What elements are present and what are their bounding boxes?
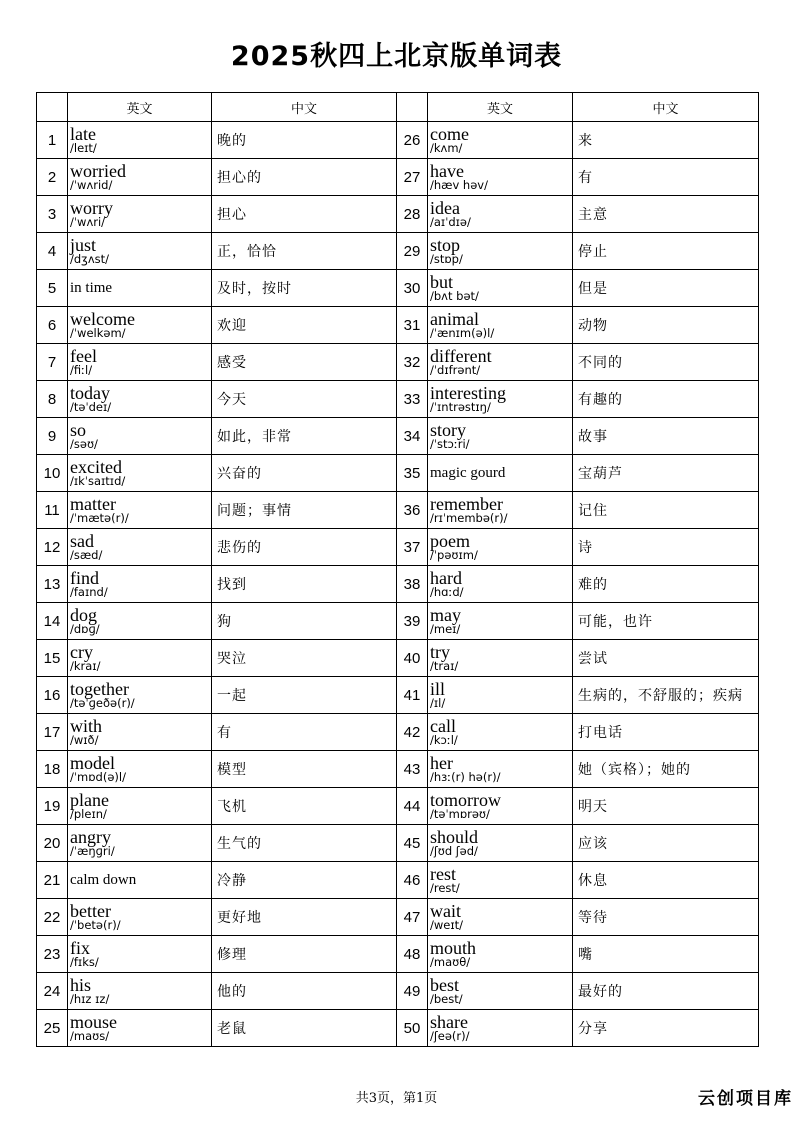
entry-number: 27 [397, 159, 428, 196]
chinese-meaning: 难的 [573, 566, 759, 603]
table-row [37, 344, 759, 381]
table-row [37, 159, 759, 196]
english-cell [428, 788, 573, 825]
english-word: different [430, 346, 492, 367]
entry-number: 31 [397, 307, 428, 344]
phonetic-transcription: /hɑːd/ [430, 585, 464, 600]
english-cell [428, 233, 573, 270]
chinese-meaning: 打电话 [573, 714, 759, 751]
english-word: should [430, 827, 479, 848]
english-word: just [70, 235, 97, 256]
chinese-meaning: 但是 [573, 270, 759, 307]
entry-number: 6 [37, 307, 68, 344]
english-cell [428, 936, 573, 973]
chinese-meaning: 有 [212, 714, 397, 751]
entry-number: 4 [37, 233, 68, 270]
chinese-meaning: 一起 [212, 677, 397, 714]
english-word: so [70, 420, 87, 441]
entry-number: 35 [397, 455, 428, 492]
phonetic-transcription: /ˈwʌrid/ [70, 178, 113, 193]
phonetic-transcription: /təˈmɒrəʊ/ [430, 807, 490, 822]
table-row [37, 196, 759, 233]
chinese-meaning: 更好地 [212, 899, 397, 936]
chinese-meaning: 他的 [212, 973, 397, 1010]
english-cell [68, 825, 212, 862]
entry-number: 9 [37, 418, 68, 455]
table-row [37, 825, 759, 862]
english-word: her [430, 753, 453, 774]
english-cell [68, 159, 212, 196]
chinese-meaning: 哭泣 [212, 640, 397, 677]
phonetic-transcription: /rɪˈmembə(r)/ [430, 511, 508, 526]
chinese-meaning: 有 [573, 159, 759, 196]
english-cell [68, 307, 212, 344]
phonetic-transcription: /fiːl/ [70, 363, 93, 378]
table-row [37, 751, 759, 788]
phonetic-transcription: /ˈstɔːri/ [430, 437, 470, 452]
english-cell [428, 344, 573, 381]
chinese-meaning: 悲伤的 [212, 529, 397, 566]
english-cell [68, 751, 212, 788]
english-cell [428, 751, 573, 788]
chinese-meaning: 有趣的 [573, 381, 759, 418]
english-cell [428, 566, 573, 603]
english-word: stop [430, 235, 461, 256]
english-cell [428, 1010, 573, 1047]
table-header-row [37, 93, 759, 122]
english-word: late [70, 124, 96, 145]
english-cell [68, 492, 212, 529]
table-row [37, 899, 759, 936]
entry-number: 32 [397, 344, 428, 381]
chinese-meaning: 可能，也许 [573, 603, 759, 640]
phonetic-transcription: /kɔːl/ [430, 733, 458, 748]
english-word: interesting [430, 383, 506, 404]
entry-number: 26 [397, 122, 428, 159]
entry-number: 24 [37, 973, 68, 1010]
entry-number: 46 [397, 862, 428, 899]
english-cell [428, 529, 573, 566]
entry-number: 10 [37, 455, 68, 492]
english-word: may [430, 605, 461, 626]
phonetic-transcription: /best/ [430, 992, 463, 1007]
english-cell [68, 899, 212, 936]
phonetic-transcription: /maʊθ/ [430, 955, 471, 970]
english-word: ill [430, 679, 446, 700]
header-english-left: 英文 [68, 93, 212, 122]
english-cell [428, 492, 573, 529]
entry-number: 15 [37, 640, 68, 677]
phonetic-transcription: /ˈpəʊɪm/ [430, 548, 478, 563]
phonetic-transcription: /ʃʊd ʃəd/ [430, 844, 478, 859]
english-word: today [70, 383, 110, 404]
chinese-meaning: 感受 [212, 344, 397, 381]
chinese-meaning: 狗 [212, 603, 397, 640]
english-cell [428, 455, 573, 492]
chinese-meaning: 及时，按时 [212, 270, 397, 307]
english-word: feel [70, 346, 97, 367]
vocabulary-table [36, 92, 759, 1047]
english-cell [68, 603, 212, 640]
chinese-meaning: 宝葫芦 [573, 455, 759, 492]
entry-number: 13 [37, 566, 68, 603]
table-row [37, 714, 759, 751]
english-word: tomorrow [430, 790, 501, 811]
header-chinese-left: 中文 [212, 93, 397, 122]
english-word: model [70, 753, 115, 774]
phonetic-transcription: /weɪt/ [430, 918, 464, 933]
chinese-meaning: 生气的 [212, 825, 397, 862]
chinese-meaning: 来 [573, 122, 759, 159]
english-cell [428, 714, 573, 751]
header-chinese-right: 中文 [573, 93, 759, 122]
page-footer: 共3页，第1页 [355, 1091, 438, 1106]
entry-number: 2 [37, 159, 68, 196]
entry-number: 44 [397, 788, 428, 825]
phonetic-transcription: /hæv həv/ [430, 178, 488, 193]
entry-number: 16 [37, 677, 68, 714]
english-word: but [430, 272, 454, 293]
chinese-meaning: 今天 [212, 381, 397, 418]
chinese-meaning: 诗 [573, 529, 759, 566]
table-row [37, 492, 759, 529]
table-row [37, 418, 759, 455]
english-cell [428, 159, 573, 196]
english-cell [428, 825, 573, 862]
entry-number: 11 [37, 492, 68, 529]
table-row [37, 1010, 759, 1047]
english-cell [68, 566, 212, 603]
table-row [37, 973, 759, 1010]
english-cell [428, 862, 573, 899]
english-word: calm down [70, 871, 137, 888]
english-cell [428, 307, 573, 344]
english-word: poem [430, 531, 470, 552]
phonetic-transcription: /dɒɡ/ [70, 622, 100, 637]
english-word: worried [70, 161, 126, 182]
entry-number: 34 [397, 418, 428, 455]
entry-number: 29 [397, 233, 428, 270]
chinese-meaning: 生病的，不舒服的；疾病 [573, 677, 759, 714]
english-cell [68, 677, 212, 714]
entry-number: 49 [397, 973, 428, 1010]
phonetic-transcription: /ˈmætə(r)/ [70, 511, 129, 526]
english-cell [68, 196, 212, 233]
entry-number: 33 [397, 381, 428, 418]
english-cell [68, 529, 212, 566]
table-row [37, 529, 759, 566]
english-word: excited [70, 457, 122, 478]
entry-number: 50 [397, 1010, 428, 1047]
brand-watermark: 云创项目库 [698, 1089, 793, 1109]
chinese-meaning: 主意 [573, 196, 759, 233]
table-row [37, 603, 759, 640]
english-cell [68, 122, 212, 159]
entry-number: 41 [397, 677, 428, 714]
phonetic-transcription: /ˈmɒd(ə)l/ [70, 770, 126, 785]
phonetic-transcription: /faɪnd/ [70, 585, 108, 600]
entry-number: 42 [397, 714, 428, 751]
entry-number: 21 [37, 862, 68, 899]
english-cell [68, 418, 212, 455]
english-cell [68, 714, 212, 751]
english-cell [68, 973, 212, 1010]
entry-number: 7 [37, 344, 68, 381]
entry-number: 3 [37, 196, 68, 233]
phonetic-transcription: /ˈbetə(r)/ [70, 918, 121, 933]
english-cell [428, 381, 573, 418]
entry-number: 47 [397, 899, 428, 936]
chinese-meaning: 模型 [212, 751, 397, 788]
english-word: call [430, 716, 456, 737]
chinese-meaning: 尝试 [573, 640, 759, 677]
english-word: sad [70, 531, 94, 552]
table-row [37, 936, 759, 973]
phonetic-transcription: /traɪ/ [430, 659, 459, 674]
english-cell [68, 1010, 212, 1047]
table-row [37, 788, 759, 825]
phonetic-transcription: /pleɪn/ [70, 807, 107, 822]
phonetic-transcription: /ˈwelkəm/ [70, 326, 126, 341]
chinese-meaning: 不同的 [573, 344, 759, 381]
table-row [37, 307, 759, 344]
header-number-left [37, 93, 68, 122]
chinese-meaning: 晚的 [212, 122, 397, 159]
entry-number: 14 [37, 603, 68, 640]
table-row [37, 566, 759, 603]
english-word: come [430, 124, 469, 145]
entry-number: 25 [37, 1010, 68, 1047]
chinese-meaning: 正，恰恰 [212, 233, 397, 270]
phonetic-transcription: /meɪ/ [430, 622, 461, 637]
phonetic-transcription: /kʌm/ [430, 141, 463, 156]
table-row [37, 677, 759, 714]
english-cell [428, 270, 573, 307]
chinese-meaning: 动物 [573, 307, 759, 344]
english-word: in time [70, 279, 113, 296]
chinese-meaning: 问题；事情 [212, 492, 397, 529]
phonetic-transcription: /ˈdɪfrənt/ [430, 363, 481, 378]
entry-number: 22 [37, 899, 68, 936]
page-title: 2025秋四上北京版单词表 [230, 41, 563, 72]
english-word: welcome [70, 309, 135, 330]
phonetic-transcription: /hɜː(r) hə(r)/ [430, 770, 501, 785]
phonetic-transcription: /ˈæŋɡri/ [70, 844, 115, 859]
english-cell [68, 270, 212, 307]
entry-number: 17 [37, 714, 68, 751]
english-word: have [430, 161, 464, 182]
entry-number: 30 [397, 270, 428, 307]
english-cell [68, 344, 212, 381]
chinese-meaning: 兴奋的 [212, 455, 397, 492]
table-row [37, 270, 759, 307]
phonetic-transcription: /sæd/ [70, 548, 103, 563]
phonetic-transcription: /ɪl/ [430, 696, 446, 711]
english-word: fix [70, 938, 90, 959]
english-cell [68, 381, 212, 418]
english-word: best [430, 975, 459, 996]
english-word: share [430, 1012, 468, 1033]
english-cell [68, 455, 212, 492]
header-number-right [397, 93, 428, 122]
english-word: angry [70, 827, 111, 848]
english-word: with [70, 716, 103, 737]
entry-number: 43 [397, 751, 428, 788]
english-word: rest [430, 864, 456, 885]
english-word: plane [70, 790, 109, 811]
chinese-meaning: 担心的 [212, 159, 397, 196]
english-cell [428, 603, 573, 640]
phonetic-transcription: /leɪt/ [70, 141, 97, 156]
table-row [37, 381, 759, 418]
chinese-meaning: 担心 [212, 196, 397, 233]
phonetic-transcription: /kraɪ/ [70, 659, 101, 674]
english-word: cry [70, 642, 93, 663]
phonetic-transcription: /ˈwʌri/ [70, 215, 106, 230]
english-cell [428, 122, 573, 159]
entry-number: 1 [37, 122, 68, 159]
chinese-meaning: 冷静 [212, 862, 397, 899]
english-word: mouth [430, 938, 477, 959]
entry-number: 20 [37, 825, 68, 862]
chinese-meaning: 明天 [573, 788, 759, 825]
english-word: story [430, 420, 466, 441]
english-cell [428, 640, 573, 677]
phonetic-transcription: /ˈænɪm(ə)l/ [430, 326, 495, 341]
english-cell [428, 973, 573, 1010]
entry-number: 45 [397, 825, 428, 862]
table-row [37, 862, 759, 899]
english-word: hard [430, 568, 462, 589]
english-word: remember [430, 494, 503, 515]
chinese-meaning: 故事 [573, 418, 759, 455]
phonetic-transcription: /təˈɡeðə(r)/ [70, 696, 135, 711]
phonetic-transcription: /təˈdeɪ/ [70, 400, 112, 415]
english-word: dog [70, 605, 97, 626]
english-cell [428, 196, 573, 233]
entry-number: 23 [37, 936, 68, 973]
entry-number: 28 [397, 196, 428, 233]
phonetic-transcription: /fɪks/ [70, 955, 99, 970]
table-row [37, 455, 759, 492]
english-word: find [70, 568, 99, 589]
chinese-meaning: 修理 [212, 936, 397, 973]
english-cell [68, 788, 212, 825]
entry-number: 12 [37, 529, 68, 566]
english-word: mouse [70, 1012, 117, 1033]
phonetic-transcription: /rest/ [430, 881, 460, 896]
english-cell [68, 936, 212, 973]
phonetic-transcription: /ʃeə(r)/ [430, 1029, 470, 1044]
entry-number: 40 [397, 640, 428, 677]
phonetic-transcription: /bʌt bət/ [430, 289, 479, 304]
entry-number: 5 [37, 270, 68, 307]
chinese-meaning: 老鼠 [212, 1010, 397, 1047]
chinese-meaning: 嘴 [573, 936, 759, 973]
phonetic-transcription: /hɪz ɪz/ [70, 992, 110, 1007]
english-word: worry [70, 198, 113, 219]
header-english-right: 英文 [428, 93, 573, 122]
phonetic-transcription: /stɒp/ [430, 252, 463, 267]
phonetic-transcription: /ɪkˈsaɪtɪd/ [70, 474, 126, 489]
phonetic-transcription: /səʊ/ [70, 437, 98, 452]
chinese-meaning: 记住 [573, 492, 759, 529]
english-cell [68, 640, 212, 677]
chinese-meaning: 她（宾格）；她的 [573, 751, 759, 788]
chinese-meaning: 欢迎 [212, 307, 397, 344]
phonetic-transcription: /ˈɪntrəstɪŋ/ [430, 400, 491, 415]
phonetic-transcription: /aɪˈdɪə/ [430, 215, 471, 230]
chinese-meaning: 应该 [573, 825, 759, 862]
phonetic-transcription: /wɪð/ [70, 733, 99, 748]
entry-number: 37 [397, 529, 428, 566]
chinese-meaning: 找到 [212, 566, 397, 603]
chinese-meaning: 等待 [573, 899, 759, 936]
english-cell [68, 233, 212, 270]
english-cell [428, 677, 573, 714]
entry-number: 38 [397, 566, 428, 603]
phonetic-transcription: /dʒʌst/ [70, 252, 109, 267]
table-row [37, 233, 759, 270]
english-word: animal [430, 309, 479, 330]
english-word: matter [70, 494, 116, 515]
entry-number: 48 [397, 936, 428, 973]
english-cell [428, 418, 573, 455]
entry-number: 19 [37, 788, 68, 825]
chinese-meaning: 分享 [573, 1010, 759, 1047]
entry-number: 36 [397, 492, 428, 529]
chinese-meaning: 最好的 [573, 973, 759, 1010]
english-cell [428, 899, 573, 936]
english-word: idea [430, 198, 460, 219]
english-cell [68, 862, 212, 899]
chinese-meaning: 飞机 [212, 788, 397, 825]
entry-number: 18 [37, 751, 68, 788]
phonetic-transcription: /maʊs/ [70, 1029, 110, 1044]
entry-number: 8 [37, 381, 68, 418]
chinese-meaning: 停止 [573, 233, 759, 270]
english-word: together [70, 679, 129, 700]
entry-number: 39 [397, 603, 428, 640]
english-word: wait [430, 901, 461, 922]
chinese-meaning: 休息 [573, 862, 759, 899]
table-row [37, 122, 759, 159]
english-word: magic gourd [430, 464, 506, 481]
table-row [37, 640, 759, 677]
english-word: better [70, 901, 111, 922]
english-word: try [430, 642, 450, 663]
english-word: his [70, 975, 92, 996]
chinese-meaning: 如此，非常 [212, 418, 397, 455]
